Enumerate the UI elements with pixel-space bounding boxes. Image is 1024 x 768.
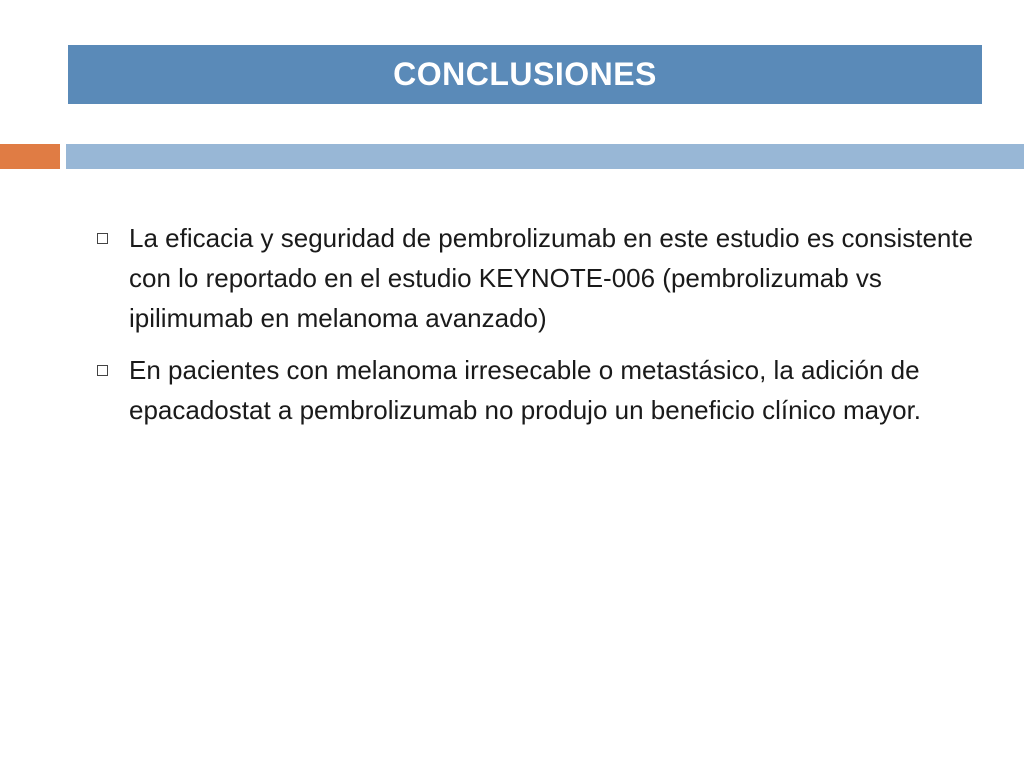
bullet-text: La eficacia y seguridad de pembrolizumab en este estudio es consistente con lo reportado en el estudio KEYNOTE-006 (pembrolizumab vs ipilimumab en melanoma avanzado) <box>129 223 974 333</box>
slide-title: CONCLUSIONES <box>393 56 657 92</box>
title-bar <box>68 45 982 104</box>
bullet-text: En pacientes con melanoma irresecable o metastásico, la adición de epacadostat a pembrolizumab no produjo un beneficio clínico mayor. <box>129 355 922 425</box>
accent-bar-blue <box>66 144 1024 169</box>
bullet-list <box>96 218 976 442</box>
square-bullet-icon <box>97 233 108 244</box>
square-bullet-icon <box>97 365 108 376</box>
accent-bar-orange <box>0 144 60 169</box>
bullet-item <box>96 218 976 338</box>
bullet-item <box>96 350 976 430</box>
